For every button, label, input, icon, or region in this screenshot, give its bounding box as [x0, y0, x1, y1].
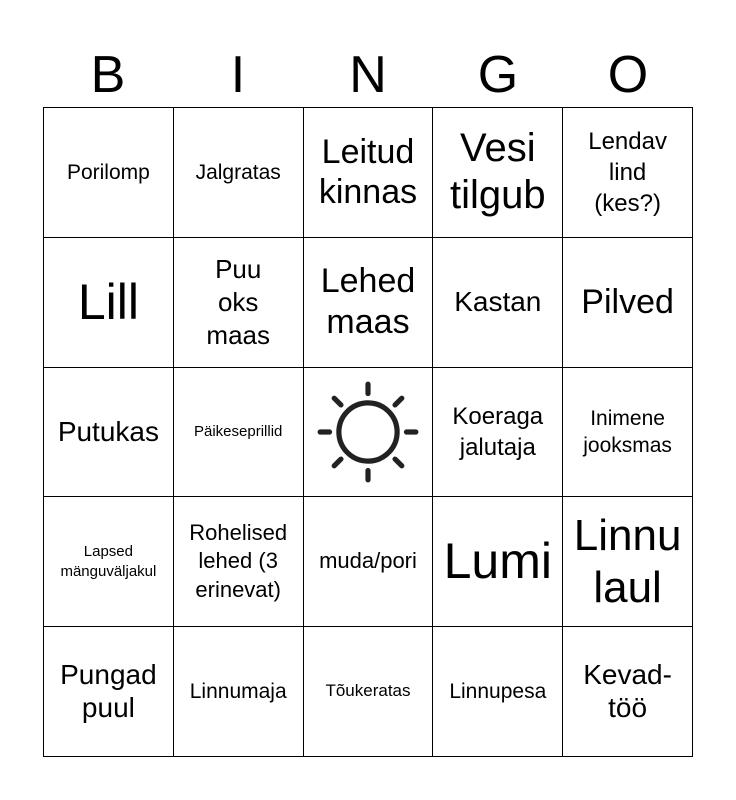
- cell-label: Linnupesa: [449, 679, 547, 703]
- cell-label: Putukas: [57, 415, 159, 447]
- bingo-cell[interactable]: [44, 497, 174, 627]
- bingo-cell[interactable]: [433, 108, 563, 238]
- cell-label: Leitud kinnas: [318, 132, 418, 212]
- cell-label: Tõukeratas: [325, 681, 411, 701]
- bingo-cell[interactable]: [433, 627, 563, 757]
- bingo-cell[interactable]: [44, 238, 174, 368]
- cell-label: Lumi: [443, 533, 552, 590]
- header-letter-n: N: [349, 46, 387, 104]
- cell-label: Lehed maas: [320, 262, 416, 342]
- bingo-cell[interactable]: [174, 627, 304, 757]
- cell-label: Jalgratas: [195, 160, 281, 184]
- cell-label: Inimene jooksmas: [583, 406, 672, 457]
- bingo-header: [43, 44, 693, 106]
- sun-icon: [316, 380, 420, 484]
- bingo-cell[interactable]: [304, 497, 434, 627]
- header-letter-i: I: [230, 46, 246, 104]
- cell-label: Lendav lind (kes?): [588, 127, 667, 217]
- cell-label: Lill: [77, 273, 139, 330]
- bingo-cell[interactable]: [304, 627, 434, 757]
- cell-label: Rohelised lehed (3 erinevat): [189, 519, 288, 603]
- bingo-cell[interactable]: [174, 497, 304, 627]
- cell-label: Puu oks maas: [206, 253, 270, 350]
- bingo-cell[interactable]: [44, 368, 174, 498]
- cell-label: muda/pori: [319, 548, 417, 574]
- bingo-board: [43, 107, 693, 757]
- cell-label: Koeraga jalutaja: [452, 402, 544, 461]
- cell-label: Lapsed mänguväljakul: [60, 542, 157, 580]
- bingo-cell[interactable]: [304, 238, 434, 368]
- header-letter-b: B: [90, 46, 126, 104]
- bingo-cell[interactable]: [44, 108, 174, 238]
- bingo-cell[interactable]: [563, 368, 693, 498]
- cell-label: Kevad- töö: [583, 659, 672, 723]
- bingo-cell[interactable]: [433, 497, 563, 627]
- bingo-cell[interactable]: [563, 238, 693, 368]
- cell-label: Linnumaja: [189, 679, 287, 703]
- cell-label: Päikeseprillid: [194, 422, 283, 440]
- cell-label: Vesi tilgub: [449, 126, 546, 218]
- bingo-cell[interactable]: [44, 627, 174, 757]
- cell-label: Porilomp: [66, 160, 150, 184]
- bingo-cell[interactable]: [304, 108, 434, 238]
- cell-label: Pungad puul: [60, 659, 157, 723]
- bingo-cell[interactable]: [174, 238, 304, 368]
- cell-label: Linnu laul: [573, 510, 682, 612]
- bingo-cell[interactable]: [174, 108, 304, 238]
- cell-label: Pilved: [581, 282, 674, 321]
- bingo-cell[interactable]: [563, 108, 693, 238]
- bingo-cell[interactable]: [433, 238, 563, 368]
- cell-label: Kastan: [454, 285, 542, 317]
- bingo-cell[interactable]: [174, 368, 304, 498]
- bingo-cell[interactable]: [563, 497, 693, 627]
- bingo-cell[interactable]: [433, 368, 563, 498]
- header-letter-g: G: [477, 46, 519, 104]
- header-letter-o: O: [607, 46, 649, 104]
- bingo-cell[interactable]: [563, 627, 693, 757]
- free-space[interactable]: [304, 368, 434, 498]
